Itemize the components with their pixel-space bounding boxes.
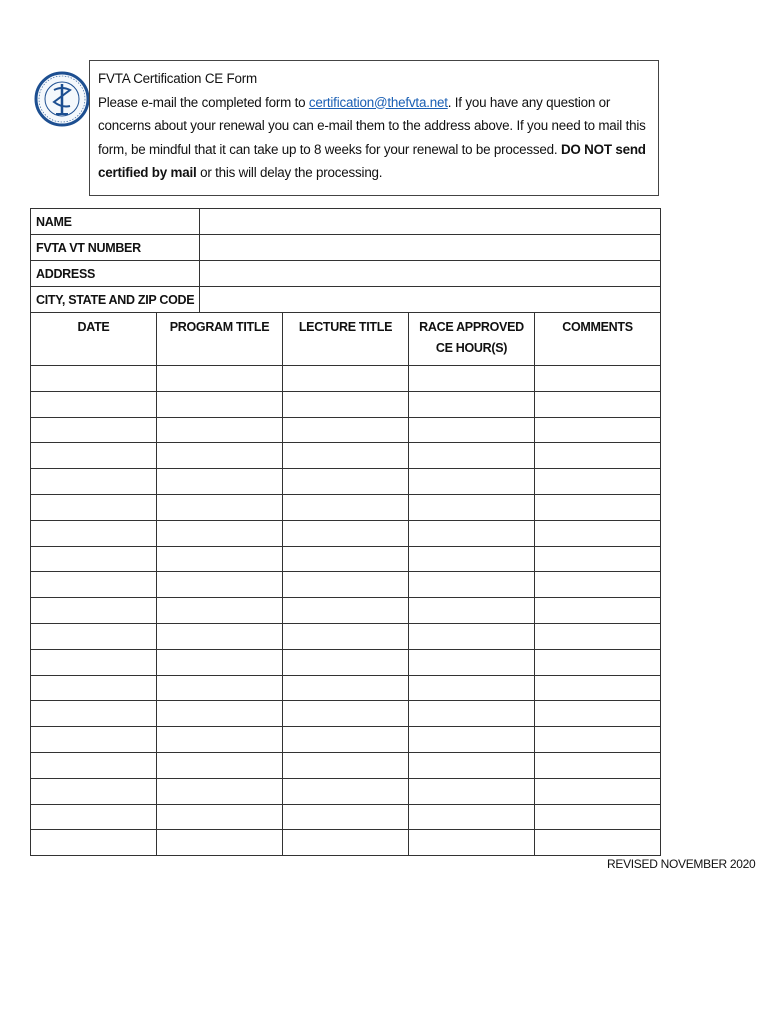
date-cell[interactable] — [31, 572, 157, 598]
table-row — [31, 494, 661, 520]
revision-note: REVISED NOVEMBER 2020 — [607, 857, 756, 871]
date-cell[interactable] — [31, 752, 157, 778]
address-field[interactable] — [200, 261, 661, 287]
program-title-cell[interactable] — [157, 598, 283, 624]
program-title-cell[interactable] — [157, 366, 283, 392]
race-approved-hours-cell[interactable] — [409, 623, 535, 649]
race-approved-hours-cell[interactable] — [409, 830, 535, 856]
column-header-lecture-title: LECTURE TITLE — [283, 313, 409, 366]
instructions-box — [89, 60, 659, 196]
program-title-cell[interactable] — [157, 701, 283, 727]
comments-cell[interactable] — [535, 598, 661, 624]
comments-cell[interactable] — [535, 623, 661, 649]
table-row — [31, 830, 661, 856]
lecture-title-cell[interactable] — [283, 623, 409, 649]
city-state-zip-field[interactable] — [200, 287, 661, 313]
instructions-part-2: . If you have any question or concerns about your renewal you can e-mail them to the address above. If you need to mail this form, be mindful that it can take up to 8 weeks for your renewal to be processed. — [98, 94, 646, 157]
ce-log-table — [30, 312, 661, 856]
table-row — [31, 701, 661, 727]
date-cell[interactable] — [31, 443, 157, 469]
date-cell[interactable] — [31, 778, 157, 804]
race-approved-hours-cell[interactable] — [409, 804, 535, 830]
table-row — [31, 778, 661, 804]
instructions-part-3: or this will delay the processing. — [196, 165, 383, 180]
column-header-race-approved-hours: RACE APPROVED CE HOUR(S) — [409, 313, 535, 366]
address-label: ADDRESS — [31, 261, 200, 287]
ce-log-header-row — [31, 313, 661, 366]
comments-cell[interactable] — [535, 546, 661, 572]
personal-info-table — [30, 208, 661, 313]
table-row — [31, 443, 661, 469]
comments-cell[interactable] — [535, 443, 661, 469]
email-link[interactable]: certification@thefvta.net — [308, 94, 448, 110]
lecture-title-cell[interactable] — [283, 830, 409, 856]
warning-text: DO NOT send certified by mail — [98, 141, 646, 180]
lecture-title-cell[interactable] — [283, 494, 409, 520]
ce-log-body — [31, 366, 661, 856]
comments-cell[interactable] — [535, 727, 661, 753]
race-approved-hours-cell[interactable] — [409, 366, 535, 392]
race-approved-hours-cell[interactable] — [409, 520, 535, 546]
program-title-cell[interactable] — [157, 675, 283, 701]
comments-cell[interactable] — [535, 778, 661, 804]
info-row-name — [31, 209, 661, 235]
column-header-date: DATE — [31, 313, 157, 366]
comments-cell[interactable] — [535, 366, 661, 392]
name-label: NAME — [31, 209, 200, 235]
table-row — [31, 727, 661, 753]
lecture-title-cell[interactable] — [283, 778, 409, 804]
table-row — [31, 804, 661, 830]
table-row — [31, 417, 661, 443]
info-row-address — [31, 261, 661, 287]
column-header-comments: COMMENTS — [535, 313, 661, 366]
table-row — [31, 598, 661, 624]
program-title-cell[interactable] — [157, 494, 283, 520]
table-row — [31, 469, 661, 495]
race-approved-hours-cell[interactable] — [409, 469, 535, 495]
lecture-title-cell[interactable] — [283, 752, 409, 778]
comments-cell[interactable] — [535, 804, 661, 830]
comments-cell[interactable] — [535, 752, 661, 778]
date-cell[interactable] — [31, 598, 157, 624]
program-title-cell[interactable] — [157, 469, 283, 495]
date-cell[interactable] — [31, 804, 157, 830]
lecture-title-cell[interactable] — [283, 727, 409, 753]
program-title-cell[interactable] — [157, 649, 283, 675]
program-title-cell[interactable] — [157, 417, 283, 443]
race-approved-hours-cell[interactable] — [409, 649, 535, 675]
table-row — [31, 366, 661, 392]
race-approved-hours-cell[interactable] — [409, 778, 535, 804]
name-field[interactable] — [200, 209, 661, 235]
fvta-seal-logo — [34, 56, 90, 142]
lecture-title-cell[interactable] — [283, 649, 409, 675]
race-approved-hours-cell[interactable] — [409, 752, 535, 778]
date-cell[interactable] — [31, 675, 157, 701]
lecture-title-cell[interactable] — [283, 417, 409, 443]
lecture-title-cell[interactable] — [283, 546, 409, 572]
table-row — [31, 572, 661, 598]
date-cell[interactable] — [31, 623, 157, 649]
comments-cell[interactable] — [535, 417, 661, 443]
lecture-title-cell[interactable] — [283, 366, 409, 392]
program-title-cell[interactable] — [157, 830, 283, 856]
program-title-cell[interactable] — [157, 778, 283, 804]
program-title-cell[interactable] — [157, 727, 283, 753]
race-approved-hours-cell[interactable] — [409, 701, 535, 727]
race-approved-hours-cell[interactable] — [409, 494, 535, 520]
table-row — [31, 623, 661, 649]
comments-cell[interactable] — [535, 572, 661, 598]
race-approved-hours-cell[interactable] — [409, 598, 535, 624]
program-title-cell[interactable] — [157, 572, 283, 598]
lecture-title-cell[interactable] — [283, 675, 409, 701]
instructions-text — [98, 91, 650, 185]
date-cell[interactable] — [31, 649, 157, 675]
info-row-city-state-zip — [31, 287, 661, 313]
comments-cell[interactable] — [535, 494, 661, 520]
date-cell[interactable] — [31, 701, 157, 727]
table-row — [31, 752, 661, 778]
race-approved-hours-cell[interactable] — [409, 391, 535, 417]
table-row — [31, 520, 661, 546]
instructions-part-1: Please e-mail the completed form to — [98, 94, 309, 110]
lecture-title-cell[interactable] — [283, 443, 409, 469]
table-row — [31, 546, 661, 572]
lecture-title-cell[interactable] — [283, 469, 409, 495]
column-header-program-title: PROGRAM TITLE — [157, 313, 283, 366]
program-title-cell[interactable] — [157, 623, 283, 649]
date-cell[interactable] — [31, 727, 157, 753]
race-approved-hours-cell[interactable] — [409, 572, 535, 598]
comments-cell[interactable] — [535, 520, 661, 546]
race-approved-hours-cell[interactable] — [409, 675, 535, 701]
date-cell[interactable] — [31, 520, 157, 546]
race-approved-hours-cell[interactable] — [409, 727, 535, 753]
table-row — [31, 649, 661, 675]
comments-cell[interactable] — [535, 469, 661, 495]
race-approved-hours-cell[interactable] — [409, 443, 535, 469]
date-cell[interactable] — [31, 830, 157, 856]
race-approved-hours-cell[interactable] — [409, 417, 535, 443]
lecture-title-cell[interactable] — [283, 520, 409, 546]
race-approved-hours-cell[interactable] — [409, 546, 535, 572]
info-row-vt-number — [31, 235, 661, 261]
comments-cell[interactable] — [535, 701, 661, 727]
lecture-title-cell[interactable] — [283, 804, 409, 830]
date-cell[interactable] — [31, 417, 157, 443]
date-cell[interactable] — [31, 366, 157, 392]
table-row — [31, 675, 661, 701]
date-cell[interactable] — [31, 469, 157, 495]
program-title-cell[interactable] — [157, 804, 283, 830]
comments-cell[interactable] — [535, 391, 661, 417]
date-cell[interactable] — [31, 546, 157, 572]
program-title-cell[interactable] — [157, 546, 283, 572]
date-cell[interactable] — [31, 494, 157, 520]
program-title-cell[interactable] — [157, 443, 283, 469]
vt-number-field[interactable] — [200, 235, 661, 261]
comments-cell[interactable] — [535, 830, 661, 856]
table-row — [31, 391, 661, 417]
lecture-title-cell[interactable] — [283, 572, 409, 598]
city-state-zip-label: CITY, STATE AND ZIP CODE — [31, 287, 200, 313]
comments-cell[interactable] — [535, 649, 661, 675]
program-title-cell[interactable] — [157, 520, 283, 546]
program-title-cell[interactable] — [157, 391, 283, 417]
form-title: FVTA Certification CE Form — [98, 71, 257, 86]
program-title-cell[interactable] — [157, 752, 283, 778]
lecture-title-cell[interactable] — [283, 701, 409, 727]
comments-cell[interactable] — [535, 675, 661, 701]
vt-number-label: FVTA VT NUMBER — [31, 235, 200, 261]
lecture-title-cell[interactable] — [283, 391, 409, 417]
date-cell[interactable] — [31, 391, 157, 417]
lecture-title-cell[interactable] — [283, 598, 409, 624]
